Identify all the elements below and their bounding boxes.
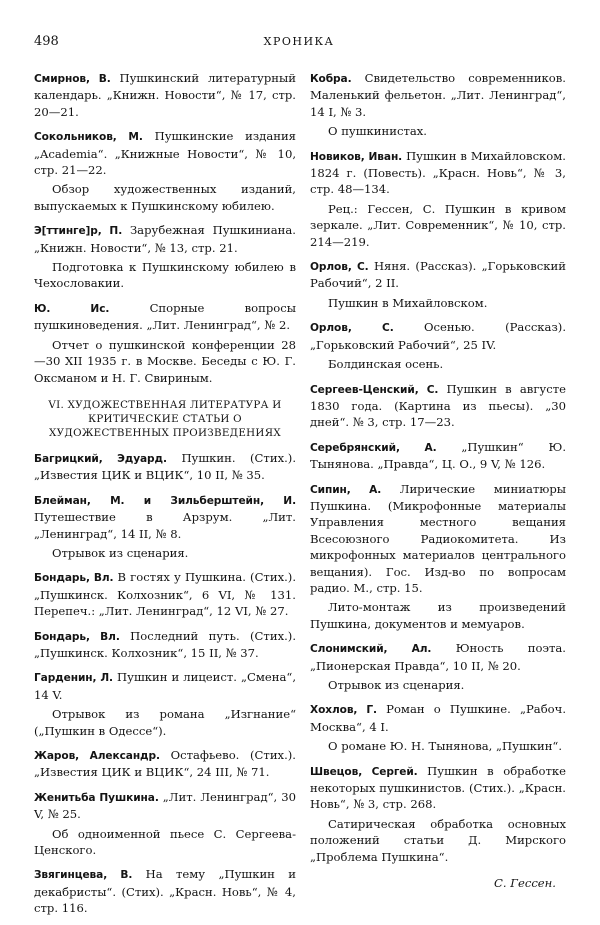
entry-text: Путешествие в Арзрум. „Лит. „Ленинград“, 14 II, № 8. — [34, 510, 296, 541]
entry-note: Отрывок из сценария. — [328, 678, 465, 692]
running-title: ХРОНИКА — [263, 35, 335, 48]
entry-text: На тему „Пушкин и декабристы“. (Стих). „Красн. Новь“, № 4, стр. 116. — [34, 867, 296, 916]
entry-note: Отрывок из сценария. — [52, 545, 189, 560]
bibliography-entry — [34, 789, 296, 823]
left-column — [34, 70, 296, 925]
entry-text: Пушкин в августе 1830 года. (Картина из пьесы). „30 дней“. № 3, стр. 17—23. — [310, 381, 566, 430]
bibliography-entry — [34, 300, 296, 334]
entry-author: Орлов, С. — [310, 261, 369, 274]
bibliography-entry — [310, 319, 566, 353]
bibliography-entry — [34, 747, 296, 781]
entry-text: Пушкин и лицеист. „Смена“, 14 V. — [34, 670, 297, 702]
entry-author: Швецов, Сергей. — [310, 765, 418, 778]
entry-text: Последний путь. (Стих.). „Пушкинск. Колхозник“, 15 II, № 37. — [34, 628, 297, 660]
bibliography-entry — [310, 763, 566, 813]
entry-note: Об одноименной пьесе С. Сергеева-Ценского. — [34, 826, 296, 858]
entry-text: Зарубежная Пушкиниана. „Книжн. Новости“, № 13, стр. 21. — [34, 223, 296, 255]
entry-author: Серебрянский, А. — [310, 441, 437, 454]
entry-author: Женитьба Пушкина. — [34, 791, 159, 804]
entry-author: Гарденин, Л. — [34, 672, 113, 685]
entry-note: Обзор художественных изданий, выпускаемых к Пушкинскому юбилею. — [34, 182, 296, 213]
bibliography-entry — [34, 70, 296, 120]
page-number: 498 — [34, 34, 59, 49]
entry-author: Ю. Ис. — [34, 302, 110, 315]
entry-author: Сипин, А. — [310, 483, 382, 496]
entry-note: Подготовка к Пушкинскому юбилею в Чехословакии. — [34, 260, 296, 291]
entry-text: Няня. (Рассказ). „Горьковский Рабочий“, 2 II. — [310, 259, 567, 291]
entry-author: Блейман, М. и Зильберштейн, И. — [34, 494, 296, 507]
entry-text: Пушкинские издания „Academia“. „Книжные Новости“, № 10, стр. 21—22. — [34, 129, 296, 178]
signature: С. Гессен. — [494, 876, 556, 891]
entry-author: Сергеев-Ценский, С. — [310, 383, 439, 396]
entry-author: Орлов, С. — [310, 322, 394, 335]
bibliography-entry — [310, 70, 566, 120]
bibliography-entry — [34, 450, 296, 484]
bibliography-entry — [34, 669, 296, 703]
right-entries — [310, 70, 566, 865]
entry-text: В гостях у Пушкина. (Стих.). „Пушкинск. Колхозник“, 6 VI, № 131. Перепеч.: „Лит. Ленинград“, 12 VI, № 27. — [34, 570, 297, 619]
entry-note: Отчет о пушкинской конференции 28—30 XII 1935 г. в Москве. Беседы с Ю. Г. Оксманом и Н. Г. Свириным. — [34, 337, 296, 385]
bibliography-entry — [34, 128, 296, 178]
entry-text: Роман о Пушкине. „Рабоч. Москва“, 4 I. — [310, 702, 566, 734]
entry-author: Багрицкий, Эдуард. — [34, 452, 167, 465]
entry-author: Хохлов, Г. — [310, 704, 377, 717]
entry-text: „Пушкин“ Ю. Тынянова. „Правда“, Ц. О., 9 V, № 126. — [310, 439, 566, 472]
entry-author: Жаров, Александр. — [34, 750, 160, 762]
bibliography-entry — [310, 148, 566, 198]
entry-text: Спорные вопросы пушкиноведения. „Лит. Ленинград“, № 2. — [34, 300, 296, 333]
entry-note: Рец.: Гессен, С. Пушкин в кривом зеркале. „Лит. Современник“, № 10, стр. 214—219. — [310, 201, 566, 249]
entry-text: Лирические миниатюры Пушкина. (Микрофонные материалы Управления местного вещания Всесоюзного Радиокомитета. Из микрофонных материалов центрального вещания). Гос. Изд-во по вопросам радио. М., стр. 15. — [310, 481, 567, 595]
page-header — [34, 34, 564, 52]
entry-text: Осенью. (Рассказ). „Горьковский Рабочий“, 25 IV. — [310, 320, 566, 352]
entry-author: Смирнов, В. — [34, 73, 111, 85]
right-column — [310, 70, 566, 891]
bibliography-entry — [310, 258, 566, 292]
bibliography-entry — [34, 492, 296, 542]
bibliography-entry — [310, 701, 566, 735]
entry-note: Болдинская осень. — [328, 357, 444, 372]
entry-author: Звягинцева, В. — [34, 869, 133, 882]
entry-text: „Лит. Ленинград“, 30 V, № 25. — [34, 789, 296, 822]
entry-text: Остафьево. (Стих.). „Известия ЦИК и ВЦИК“, 24 III, № 71. — [34, 748, 296, 780]
entry-text: Пушкинский литературный календарь. „Книжн. Новости“, № 17, стр. 20—21. — [34, 71, 296, 119]
bibliography-entry — [310, 381, 566, 431]
entry-author: Новиков, Иван. — [310, 150, 403, 163]
entry-text: Пушкин. (Стих.). „Известия ЦИК и ВЦИК“, 10 II, № 35. — [34, 450, 296, 483]
entry-text: Пушкин в обработке некоторых пушкинистов. (Стих.). „Красн. Новь“, № 3, стр. 268. — [310, 763, 566, 812]
entry-author: Бондарь, Вл. — [34, 572, 114, 585]
entry-note: Отрывок из романа „Изгнание“ („Пушкин в Одессе“). — [34, 707, 296, 738]
entry-note: Сатирическая обработка основных положений статьи Д. Мирского „Проблема Пушкина“. — [310, 816, 566, 864]
bibliography-entry — [34, 866, 296, 916]
bibliography-entry — [310, 439, 566, 473]
entry-text: Пушкин в Михайловском. 1824 г. (Повесть). „Красн. Новь“, № 3, стр. 48—134. — [310, 148, 566, 197]
bibliography-entry — [310, 640, 566, 674]
entry-author: Кобра. — [310, 73, 352, 85]
bibliography-entry — [34, 628, 296, 662]
entry-text: Юность поэта. „Пионерская Правда“, 10 II, № 20. — [310, 641, 566, 673]
bibliography-entry — [34, 222, 296, 256]
left-entries-after-section — [34, 450, 296, 917]
left-entries-before-section — [34, 70, 296, 386]
entry-note: О романе Ю. Н. Тынянова, „Пушкин“. — [328, 739, 563, 754]
entry-author: Сокольников, М. — [34, 131, 143, 144]
bibliography-entry — [310, 481, 566, 597]
bibliography-entry — [34, 569, 296, 619]
entry-text: Свидетельство современников. Маленький фельетон. „Лит. Ленинград“, 14 I, № 3. — [310, 71, 566, 119]
entry-author: Слонимский, Ал. — [310, 643, 432, 656]
section-heading: VI. ХУДОЖЕСТВЕННАЯ ЛИТЕРАТУРА И КРИТИЧЕСКИЕ СТАТЬИ О ХУДОЖЕСТВЕННЫХ ПРОИЗВЕДЕНИЯХ — [48, 398, 282, 439]
entry-note: О пушкинистах. — [328, 124, 427, 139]
entry-author: Бондарь, Вл. — [34, 630, 120, 643]
entry-note: Пушкин в Михайловском. — [328, 295, 488, 310]
entry-note: Лито-монтаж из произведений Пушкина, документов и мемуаров. — [310, 600, 566, 631]
entry-author: Э[ттинге]р, П. — [34, 225, 123, 238]
